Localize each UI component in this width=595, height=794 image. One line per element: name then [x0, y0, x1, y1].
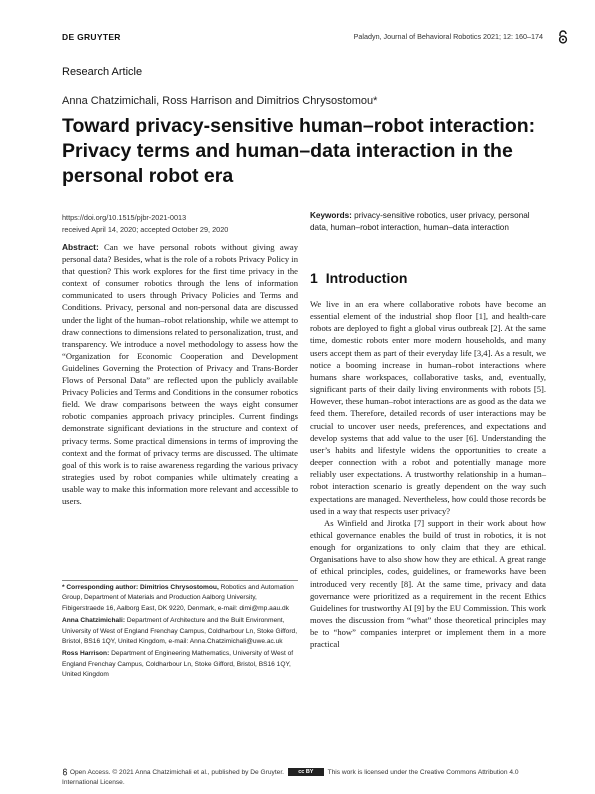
abstract — [62, 241, 298, 507]
section-title: Introduction — [325, 270, 408, 286]
abstract-text: Can we have personal robots without giving away personal data? Besides, what is the role of a robots Privacy Policy in that question? This work explores for the first time privacy in the context of consumer robotics through the lens of information communicated to users through Privacy Policies and Terms and Conditions. Privacy, personal and non-personal data are discussed under the light of the human–robot relationship, while we attempt to draw connections to dimensions related to personalization, trust, and transparency. We introduce a novel methodology to assess how the “Organization for Economic Cooperation and Development Guidelines Governing the Protection of Privacy and Trans-Border Flows of Personal Data” are reflected upon the publicly available Privacy Policies and Terms and Conditions in the consumer robotics field. We draw comparisons between the ways eight consumer robotic companies approach privacy principles. Current findings demonstrate significant deviations in the structure and context of privacy terms. Some practical dimensions in terms of improving the context and the format of privacy terms are discussed. The ultimate goal of this work is to raise awareness regarding the various privacy strategies used by robot companies while ultimately creating a usable way to make this information more relevant and accessible to users. — [62, 242, 298, 506]
affiliation-harrison: Ross Harrison: Department of Engineering Mathematics, University of West of England Frenchay Campus, Coldharbour Ln, Stoke Gifford, Bristol, BS16 1QY, United Kingdom — [62, 650, 294, 679]
publisher-name: DE GRUYTER — [62, 32, 121, 42]
affiliation-corresponding: * Corresponding author: Dimitrios Chrysostomou, Robotics and Automation Group, Department of Materials and Production Aalborg University, Fibigerstraede 16, Aalborg East, DK 9220, Denmark, e-mail: dimi@mp.aau.dk — [62, 584, 294, 612]
article-meta — [62, 212, 298, 236]
journal-citation: Paladyn, Journal of Behavioral Robotics 2021; 12: 160–174 — [353, 32, 543, 41]
open-access-icon — [62, 768, 68, 776]
paragraph: We live in an era where collaborative robots have become an essential element of the industrial shop floor [1], and health-care robots are deployed to fight a global virus outbreak [2]. At the same time, domestic robots enter more modern households, and many users accept them as part of their everyday life [3,4]. As a result, we notice a booming increase in human–robot interactions where humans share workspaces, collaborative tasks, and, eventually, significant parts of their daily living environments with robots [5]. However, these human–robot interactions are as good as the data we feed them. Therefore, detailed records of user interactions may be crucial to uncover user needs, preferences, and expectations and develop systems that add value to the user [6]. Understanding the user’s habits and lifestyle widens the opportunities to create a deeper connection with a robot and potentially manage more reliably user expectations. A trustworthy relationship in a human–robot interaction scenario is greatly dependent on the way such expectations are managed. Nevertheless, how could those records be used in a way that respects user privacy? — [310, 299, 546, 516]
license-text: This work is licensed under the Creative Commons Attribution 4.0 International License. — [62, 769, 519, 786]
received-accepted-dates: received April 14, 2020; accepted October 29, 2020 — [62, 225, 229, 234]
keywords — [310, 210, 546, 234]
open-access-icon — [557, 30, 569, 44]
keywords-text: privacy-sensitive robotics, user privacy, personal data, human–robot interaction, human–data interaction — [310, 211, 530, 233]
cc-by-license-icon[interactable]: cc BY — [288, 768, 324, 776]
affiliation-divider — [62, 580, 298, 581]
copyright-text: Open Access. © 2021 Anna Chatzimichali et al., published by De Gruyter. — [69, 769, 284, 776]
affiliations — [62, 583, 298, 683]
section-number: 1 — [310, 270, 318, 286]
license-footer — [62, 768, 552, 787]
paragraph: As Winfield and Jirotka [7] support in their work about how ethical governance enables the build of trust in robotics, it is not enough for organizations to only claim that they are ethical. Organisations have to also show how they are ethical. A great range of ethical principles, codes, guidelines, or frameworks have been introduced very recently [8]. At the same time, privacy and data governance were prioritized as a requirement in the recent Ethics Guidelines for trustworthy AI [9] by the EU Commission. This work moves the discussion from “what” those theoretical principles may be to “how” companies interpret or implement them in a more practical — [310, 517, 546, 650]
author-list: Anna Chatzimichali, Ross Harrison and Dimitrios Chrysostomou* — [62, 95, 378, 107]
introduction-body — [310, 298, 546, 651]
abstract-label: Abstract: — [62, 242, 99, 252]
section-heading-introduction — [310, 270, 407, 286]
article-type: Research Article — [62, 66, 143, 78]
doi-link[interactable]: https://doi.org/10.1515/pjbr-2021-0013 — [62, 213, 187, 222]
keywords-label: Keywords: — [310, 211, 352, 220]
affiliation-chatzimichali: Anna Chatzimichali: Department of Architecture and the Built Environment, University of West of England Frenchay Campus, Coldharbour Ln, Stoke Gifford, Bristol, BS16 1QY, United Kingdom, e-mail: Anna.Chatzimichali@uwe.ac.uk — [62, 617, 298, 646]
article-title: Toward privacy-sensitive human–robot interaction: Privacy terms and human–data interaction in the personal robot era — [62, 115, 536, 187]
